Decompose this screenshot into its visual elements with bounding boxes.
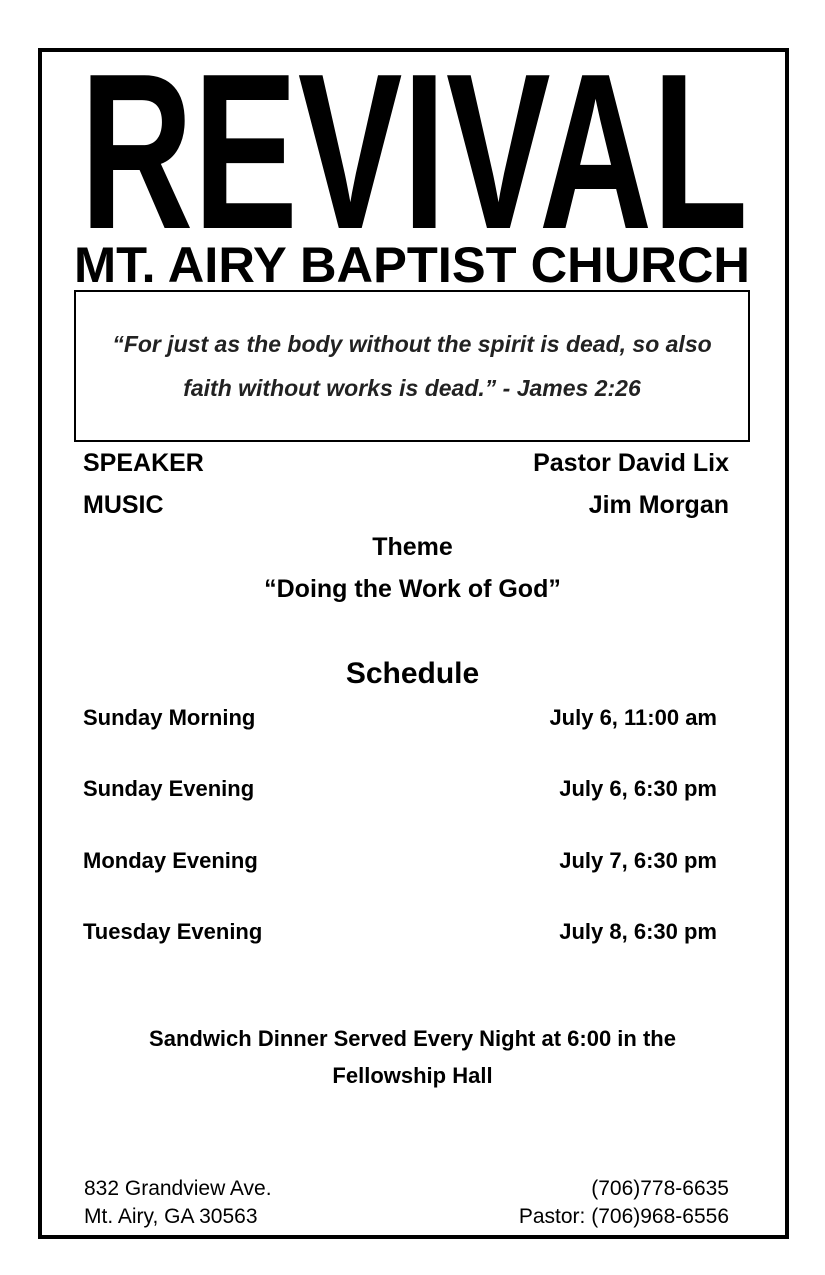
schedule-time: July 7, 6:30 pm: [559, 848, 717, 873]
theme-title: “Doing the Work of God”: [264, 575, 561, 603]
svg-text:REVIVAL: REVIVAL: [80, 60, 748, 238]
speaker-label: SPEAKER: [83, 449, 204, 477]
speaker-name: Pastor David Lix: [533, 449, 729, 477]
quote-line-1: “For just as the body without the spirit is dead, so also: [112, 331, 712, 357]
address-line-2: Mt. Airy, GA 30563: [84, 1205, 258, 1228]
music-name: Jim Morgan: [588, 491, 729, 519]
dinner-note-line-1: Sandwich Dinner Served Every Night at 6:00 in the: [149, 1026, 676, 1051]
address-line-1: 832 Grandview Ave.: [84, 1177, 272, 1200]
dinner-note-line-2: Fellowship Hall: [332, 1063, 493, 1088]
schedule-time: July 6, 11:00 am: [549, 705, 717, 730]
schedule-event: Monday Evening: [83, 848, 258, 873]
church-name: [74, 238, 750, 290]
svg-text:MT. AIRY BAPTIST CHURCH: MT. AIRY BAPTIST CHURCH: [74, 238, 750, 290]
quote-line-2: faith without works is dead.” - James 2:26: [183, 375, 641, 401]
title-revival: [80, 60, 748, 238]
schedule-event: Tuesday Evening: [83, 919, 263, 944]
schedule-event: Sunday Evening: [83, 776, 255, 801]
music-label: MUSIC: [83, 491, 164, 519]
schedule-heading: Schedule: [345, 657, 480, 690]
scripture-quote-box: [74, 290, 750, 442]
schedule-event: Sunday Morning: [83, 705, 256, 730]
church-phone: (706)778-6635: [591, 1177, 729, 1200]
theme-label: Theme: [372, 533, 453, 561]
schedule-time: July 6, 6:30 pm: [559, 776, 717, 801]
schedule-time: July 8, 6:30 pm: [559, 919, 717, 944]
pastor-phone: Pastor: (706)968-6556: [518, 1205, 729, 1228]
